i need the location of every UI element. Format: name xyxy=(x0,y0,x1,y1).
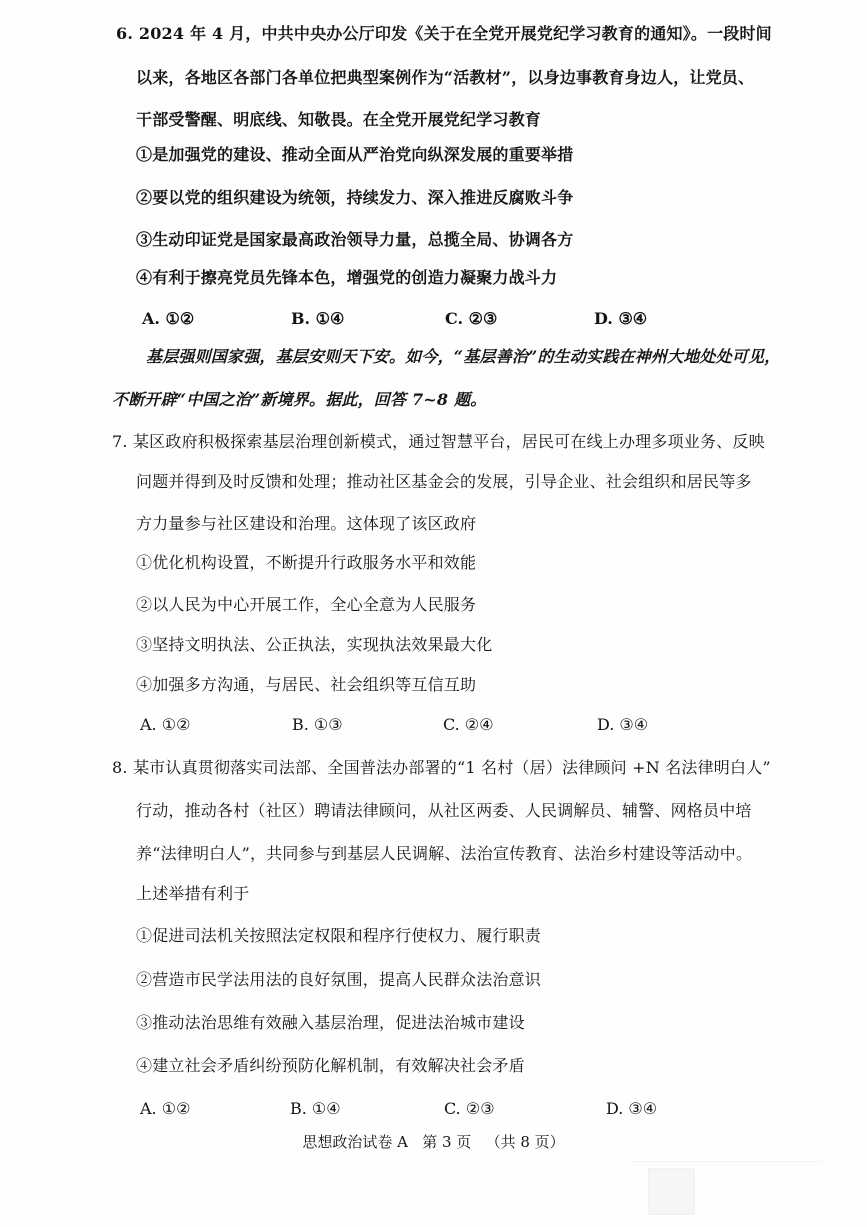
q8-option-b[interactable]: B. ①④ xyxy=(290,1099,341,1118)
q8-statement-2: ②营造市民学法用法的良好氛围，提高人民群众法治意识 xyxy=(136,970,542,989)
q8-stem-line-1 xyxy=(112,758,771,778)
q8-option-a[interactable]: A. ①② xyxy=(140,1099,191,1118)
q6-stem-text-1: 2024 年 4 月，中共中央办公厅印发《关于在全党开展党纪学习教育的通知》。一段时间 xyxy=(138,24,772,43)
q7-option-d[interactable]: D. ③④ xyxy=(597,715,649,734)
q8-statement-3: ③推动法治思维有效融入基层治理，促进法治城市建设 xyxy=(136,1013,525,1032)
q8-statement-4: ④建立社会矛盾纠纷预防化解机制，有效解决社会矛盾 xyxy=(136,1056,525,1075)
q6-number: 6. xyxy=(116,24,134,43)
q8-statement-1: ①促进司法机关按照法定权限和程序行使权力、履行职责 xyxy=(136,926,542,945)
q6-stem-line-3: 干部受警醒、明底线、知敬畏。在全党开展党纪学习教育 xyxy=(136,110,542,129)
q7-statement-2: ②以人民为中心开展工作，全心全意为人民服务 xyxy=(136,595,477,614)
q6-option-b[interactable]: B. ①④ xyxy=(291,309,345,328)
q6-statement-3: ③生动印证党是国家最高政治领导力量，总揽全局、协调各方 xyxy=(136,230,574,249)
q6-statement-1: ①是加强党的建设、推动全面从严治党向纵深发展的重要举措 xyxy=(136,145,574,164)
q6-statement-2: ②要以党的组织建设为统领，持续发力、深入推进反腐败斗争 xyxy=(136,188,574,207)
q6-option-a[interactable]: A. ①② xyxy=(142,309,195,328)
q6-stem-line-1 xyxy=(116,24,772,44)
q7-option-c[interactable]: C. ②④ xyxy=(443,715,494,734)
scan-artifact-line xyxy=(632,1161,822,1162)
q7-number: 7. xyxy=(112,432,128,451)
q8-number: 8. xyxy=(112,758,128,777)
page-footer: 思想政治试卷 A 第 3 页 （共 8 页） xyxy=(302,1133,565,1151)
q8-option-c[interactable]: C. ②③ xyxy=(444,1099,495,1118)
scan-artifact-box xyxy=(648,1168,695,1215)
q7-statement-3: ③坚持文明执法、公正执法，实现执法效果最大化 xyxy=(136,635,493,654)
q8-stem-text-1: 某市认真贯彻落实司法部、全国普法办部署的“1 名村（居）法律顾问 +N 名法律明白人” xyxy=(132,758,771,777)
q8-stem-line-3: 养“法律明白人”，共同参与到基层人民调解、法治宣传教育、法治乡村建设等活动中。 xyxy=(136,844,753,863)
q7-stem-line-2: 问题并得到及时反馈和处理；推动社区基金会的发展，引导企业、社会组织和居民等多 xyxy=(136,472,752,491)
q7-option-a[interactable]: A. ①② xyxy=(140,715,191,734)
q8-stem-line-2: 行动，推动各村（社区）聘请法律顾问，从社区两委、人民调解员、辅警、网格员中培 xyxy=(136,801,752,820)
q6-statement-4: ④有利于擦亮党员先锋本色，增强党的创造力凝聚力战斗力 xyxy=(136,268,558,287)
q6-option-c[interactable]: C. ②③ xyxy=(445,309,498,328)
q7-option-b[interactable]: B. ①③ xyxy=(292,715,343,734)
q8-stem-line-4: 上述举措有利于 xyxy=(136,884,250,903)
intro-line-2: 不断开辟“中国之治”新境界。据此，回答 7~8 题。 xyxy=(112,390,487,409)
intro-line-1: 基层强则国家强，基层安则天下安。如今，“基层善治”的生动实践在神州大地处处可见， xyxy=(146,347,781,366)
q7-stem-line-1 xyxy=(112,432,765,452)
q7-stem-text-1: 某区政府积极探索基层治理创新模式，通过智慧平台，居民可在线上办理多项业务、反映 xyxy=(132,432,765,451)
q6-option-d[interactable]: D. ③④ xyxy=(594,309,648,328)
q8-option-d[interactable]: D. ③④ xyxy=(606,1099,658,1118)
q6-stem-line-2: 以来，各地区各部门各单位把典型案例作为“活教材”，以身边事教育身边人，让党员、 xyxy=(136,68,755,87)
q7-statement-4: ④加强多方沟通，与居民、社会组织等互信互助 xyxy=(136,675,477,694)
q7-stem-line-3: 方力量参与社区建设和治理。这体现了该区政府 xyxy=(136,514,477,533)
q7-statement-1: ①优化机构设置，不断提升行政服务水平和效能 xyxy=(136,553,477,572)
